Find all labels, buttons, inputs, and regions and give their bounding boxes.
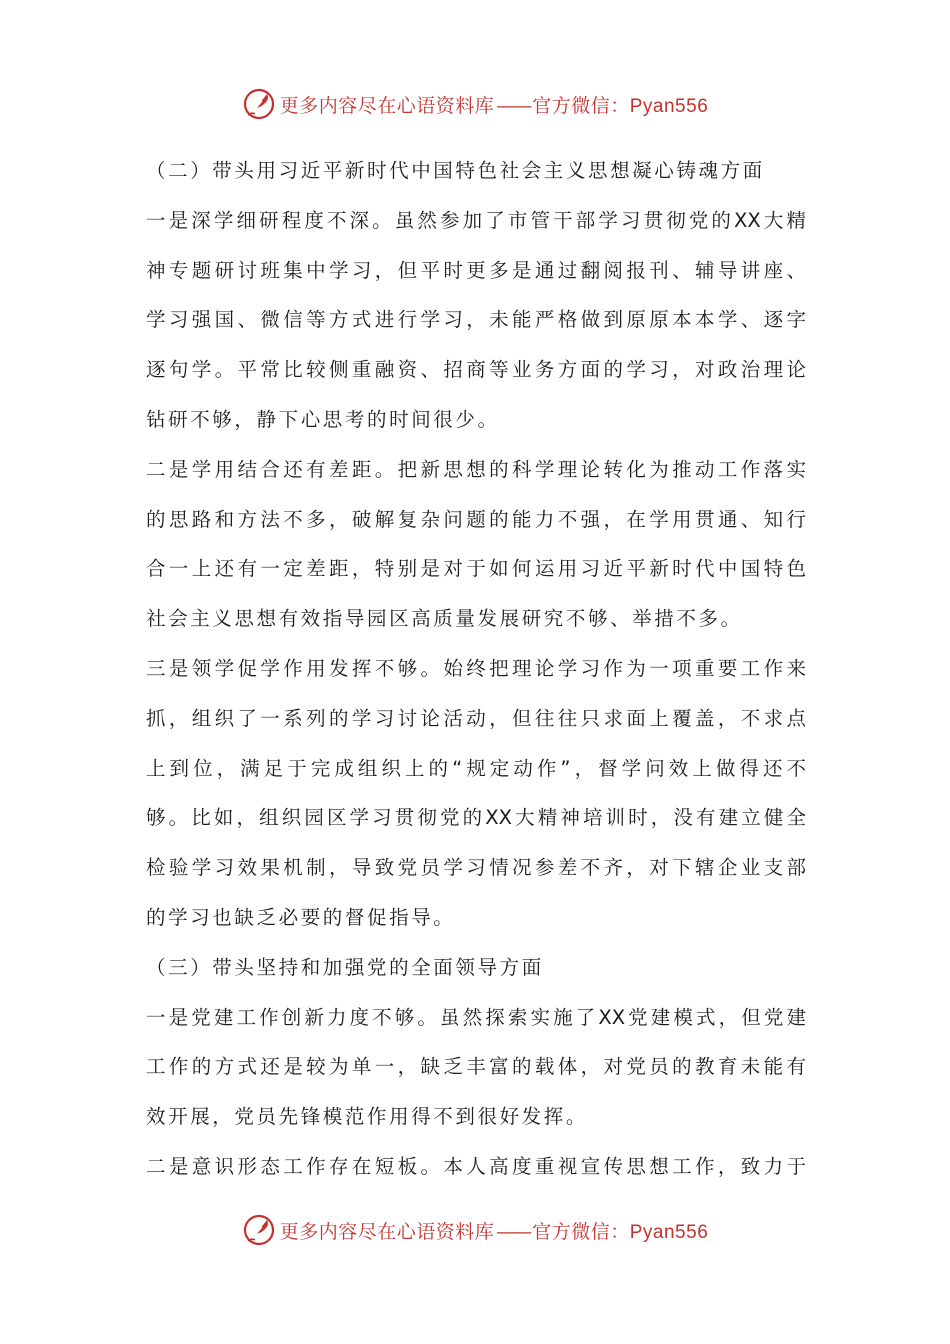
paragraph-line: 一是党建工作创新力度不够。虽然探索实施了XX党建模式，但党建 xyxy=(146,1005,806,1029)
paragraph-line: 效开展，党员先锋模范作用得不到很好发挥。 xyxy=(146,1105,589,1129)
footer-banner xyxy=(0,1210,950,1250)
paragraph-line: 检验学习效果机制，导致党员学习情况参差不齐，对下辖企业支部 xyxy=(146,856,806,880)
banner-dash: —— xyxy=(496,94,531,117)
paragraph-line: 三是领学促学作用发挥不够。始终把理论学习作为一项重要工作来 xyxy=(146,656,806,680)
paragraph-line: 学习强国、微信等方式进行学习，未能严格做到原原本本学、逐字 xyxy=(146,308,806,332)
quill-logo-icon xyxy=(242,1213,276,1247)
paragraph-line: 钻研不够，静下心思考的时间很少。 xyxy=(146,407,500,431)
section-heading-3: （三）带头坚持和加强党的全面领导方面 xyxy=(146,955,544,979)
paragraph-line: 抓，组织了一系列的学习讨论活动，但往往只求面上覆盖，不求点 xyxy=(146,706,806,730)
document-body xyxy=(146,146,806,1192)
banner-text xyxy=(280,1217,709,1244)
paragraph-line: 的思路和方法不多，破解复杂问题的能力不强，在学用贯通、知行 xyxy=(146,507,806,531)
paragraph-line: 的学习也缺乏必要的督促指导。 xyxy=(146,905,456,929)
banner-label: 官方微信： xyxy=(532,94,630,117)
quill-logo-icon xyxy=(242,87,276,121)
paragraph-line: 社会主义思想有效指导园区高质量发展研究不够、举措不多。 xyxy=(146,607,743,631)
paragraph-line: 一是深学细研程度不深。虽然参加了市管干部学习贯彻党的XX大精 xyxy=(146,208,806,232)
paragraph-line: 上到位，满足于完成组织上的“规定动作”，督学问效上做得还不 xyxy=(146,756,806,780)
paragraph-line: 逐句学。平常比较侧重融资、招商等业务方面的学习，对政治理论 xyxy=(146,358,806,382)
paragraph-line: 工作的方式还是较为单一，缺乏丰富的载体，对党员的教育未能有 xyxy=(146,1055,806,1079)
banner-slogan: 更多内容尽在心语资料库 xyxy=(279,94,495,117)
paragraph-line: 二是意识形态工作存在短板。本人高度重视宣传思想工作，致力于 xyxy=(146,1154,806,1178)
banner-text xyxy=(280,91,709,118)
banner-slogan: 更多内容尽在心语资料库 xyxy=(279,1220,495,1243)
banner-wechat-id: Pyan556 xyxy=(629,95,709,117)
paragraph-line: 够。比如，组织园区学习贯彻党的XX大精神培训时，没有建立健全 xyxy=(146,806,806,830)
paragraph-line: 二是学用结合还有差距。把新思想的科学理论转化为推动工作落实 xyxy=(146,457,806,481)
paragraph-line: 神专题研讨班集中学习，但平时更多是通过翻阅报刊、辅导讲座、 xyxy=(146,258,806,282)
header-banner xyxy=(0,84,950,124)
banner-wechat-id: Pyan556 xyxy=(629,1221,709,1243)
section-heading-2: （二）带头用习近平新时代中国特色社会主义思想凝心铸魂方面 xyxy=(146,159,765,182)
banner-dash: —— xyxy=(496,1220,531,1243)
paragraph-line: 合一上还有一定差距，特别是对于如何运用习近平新时代中国特色 xyxy=(146,557,806,581)
banner-label: 官方微信： xyxy=(532,1220,630,1243)
